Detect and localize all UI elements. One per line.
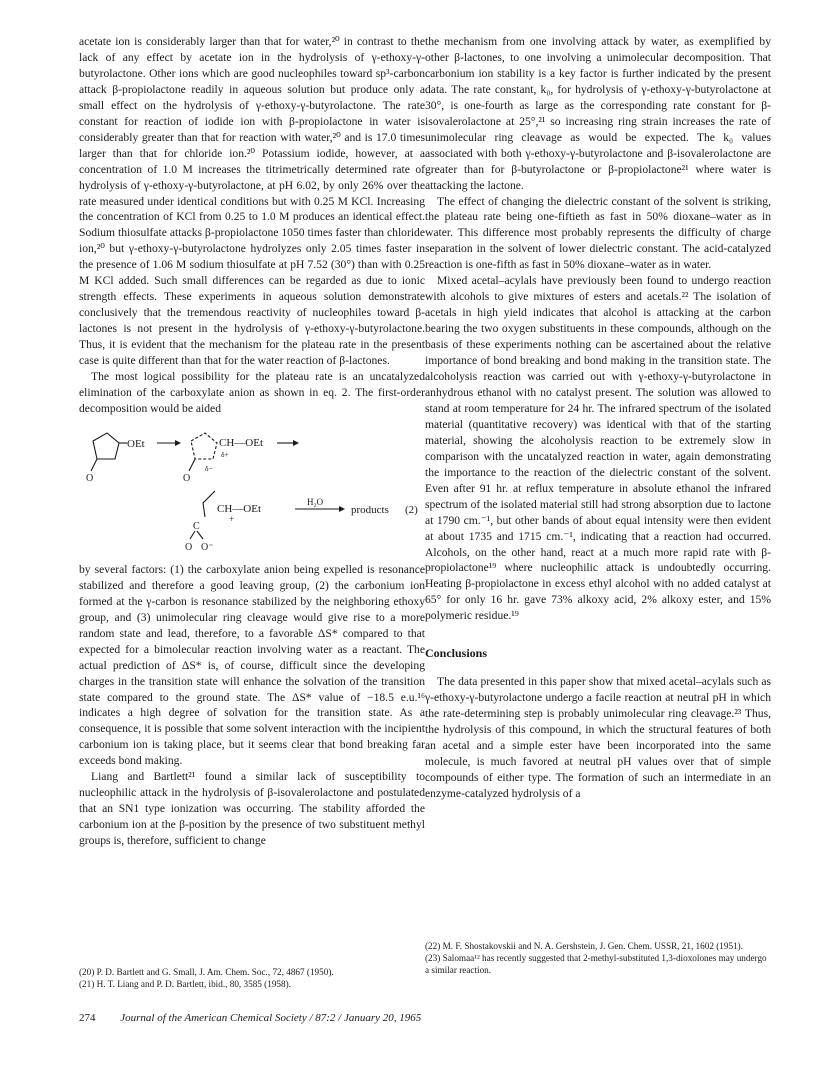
carbonyl-bond-2: [189, 459, 195, 471]
right-paragraph-3: Mixed acetal–acylals have previously been found to undergo reaction with alcohols to give mixtures of esters and acetals.²² The isolation of acetals in high yield indicates that alcohol is attacking at the carbon bearing the two oxygen substituents in these compounds, although on the basis of these experiments nothing can be ascertained about the relative importance of bond breaking and bond making in the transition state. The alcoholysis reaction was carried out with γ-ethoxy-γ-butyrolactone in anhydrous ethanol with no catalyst present. The solution was allowed to stand at room temperature for 24 hr. The infrared spectrum of the isolated material (quantitative recovery) was identical with that of the starting material, showing the alcoholysis reaction to be extremely slow in comparison with the uncatalyzed reaction in water, again demonstrating the importance to the reaction of the dielectric constant of the solvent. Even after 91 hr. at reflux temperature in absolute ethanol the infrared spectrum of the isolated material still had strong absorption due to lactone at 1790 cm.⁻¹, but other bands of about equal intensity were then evident at about 1735 and 1715 cm.⁻¹, indicating that a reaction had occurred. Alcohols, on the other hand, react at a much more rapid rate with β-propiolactone¹⁹ where nucleophilic attack is undoubtedly occurring. Heating β-propiolactone in excess ethyl alcohol with no added catalyst at 65° for only 16 hr. gave 73% alkoxy acid, 2% alkoxy ester, and 15% polymeric residue.¹⁹: [425, 274, 771, 623]
footnote-22: (22) M. F. Shostakovskii and N. A. Gershstein, J. Gen. Chem. USSR, 21, 1602 (1951).: [425, 941, 744, 951]
reaction-scheme: [79, 421, 425, 556]
plus-label: +: [229, 513, 235, 524]
footnotes-left: [79, 966, 399, 990]
page-footer: [79, 1012, 421, 1024]
oxygen-label-1: O: [86, 472, 94, 484]
ch-oet-label-2: CH—OEt: [217, 502, 261, 515]
footnote-21: (21) H. T. Liang and P. D. Bartlett, ibid., 80, 3585 (1958).: [79, 979, 291, 989]
transition-ring: [191, 433, 217, 459]
carbon-label: C: [193, 520, 200, 532]
open-chain-bonds: [203, 491, 215, 517]
arrow-2-head: [293, 440, 299, 446]
arrow-1-head: [175, 440, 181, 446]
left-paragraph-4: Liang and Bartlett²¹ found a similar lack of susceptibility to nucleophilic attack in the hydrolysis of β-isovalerolactone and postulated that an SN1 type ionization was occurring. The stability afforded the carbonium ion at the β-position by the presence of two substituent methyl groups is, therefore, sufficient to change: [79, 770, 425, 848]
right-paragraph-1: the mechanism from one involving attack by water, as exemplified by other β-lactones, to one involving a unimolecular decomposition. That carbonium ion stability is a key factor is further indicated by the present data. The rate constant, k₀, for hydrolysis of γ-ethoxy-γ-butyrolactone at 30°, is one-fourth as large as the corresponding rate constant for β-isovalerolactone at 25°,²¹ so increasing ring strain increases the rate of unimolecular ring cleavage as would be expected. The k₀ values associated with both γ-ethoxy-γ-butyrolactone and β-isovalerolactone are greater than for β-butyrolactone or β-propiolactone²¹ where water is attacking the lactone.: [425, 35, 771, 192]
ch-oet-label-1: CH—OEt: [219, 436, 263, 449]
reaction-scheme-drawing: [79, 421, 425, 556]
oxygen-label-2: O: [183, 472, 191, 484]
reagent-label: H₂O: [307, 496, 324, 507]
right-paragraph-4: The data presented in this paper show that mixed acetal–acylals such as γ-ethoxy-γ-butyrolactone undergo a facile reaction at neutral pH in which the rate-determining step is probably unimolecular ring cleavage.²³ Thus, the hydrolysis of this compound, in which the structural features of both an acetal and a simple ester have been incorporated into the same molecule, is much favored at neutral pH values over that of simple compounds of either type. The formation of such an intermediate in an enzyme-catalyzed hydrolysis of a: [425, 675, 771, 800]
page-number: 274: [79, 1012, 96, 1024]
left-paragraph-1: acetate ion is considerably larger than that for water,²⁰ in contrast to the lack of any effect by acetate ion in the hydrolysis of γ-ethoxy-γ-butyrolactone. Other ions which are good nucleophiles toward sp³-carbon attack β-propiolactone readily in aqueous solution but produce only a small effect on the hydrolysis of γ-ethoxy-γ-butyrolactone. The rate constant for reaction of iodide ion with β-propiolactone in water is considerably greater than that for reaction with water,²⁰ and is 17.0 times larger than that for chloride ion.²⁰ Potassium iodide, however, at a concentration of 1.0 M increases the titrimetrically determined rate of hydrolysis of γ-ethoxy-γ-butyrolactone, at pH 6.02, by only 26% over the rate measured under identical conditions but with 0.25 M KCl. Increasing the concentration of KCl from 0.25 to 1.0 M produces an identical effect. Sodium thiosulfate attacks β-propiolactone 1050 times faster than chloride ion,²⁰ but γ-ethoxy-γ-butyrolactone hydrolyzes only 2.05 times faster in the presence of 1.06 M sodium thiosulfate at pH 7.52 (30°) than with 0.25 M KCl added. Such small differences can be regarded as due to ionic strength effects. These experiments in aqueous solution demonstrate conclusively that the tremendous reactivity of nucleophiles toward β-lactones is not present in the hydrolysis of γ-ethoxy-γ-butyrolactone. Thus, it is evident that the mechanism for the plateau rate in the present case is quite different than that for the water reaction of β-lactones.: [79, 35, 425, 368]
right-column: [425, 34, 771, 802]
journal-citation: Journal of the American Chemical Society / 87:2 / January 20, 1965: [120, 1012, 422, 1024]
left-paragraph-3: by several factors: (1) the carboxylate anion being expelled is resonance stabilized and therefore a good leaving group, (2) the carbonium ion formed at the γ-carbon is resonance stabilized by the neighboring ethoxy group, and (3) unimolecular ring cleavage would give rise to a more random state and lead, therefore, to a favorable ΔS* compared to that expected for a bimolecular reaction involving water as a reactant. The actual prediction of ΔS* is, of course, difficult since the developing charges in the transition state will enhance the solvation of the transition state compared to the ground state. The ΔS* value of −18.5 e.u.¹⁶ indicates a high degree of solvation for the transition state. As a consequence, it is possible that some solvent interaction with the incipient carbonium ion is taking place, but it seems clear that bond breaking far exceeds bond making.: [79, 562, 425, 768]
products-label: products: [351, 503, 389, 516]
ethoxy-label-1: OEt: [127, 437, 145, 450]
footnotes-right: [425, 940, 771, 976]
footnote-23: (23) Salomaa¹² has recently suggested that 2-methyl-substituted 1,3-dioxolones may undergo a similar reaction.: [425, 953, 767, 975]
lactone-ring-1: [93, 433, 119, 459]
footnote-20: (20) P. D. Bartlett and G. Small, J. Am. Chem. Soc., 72, 4867 (1950).: [79, 967, 334, 977]
equation-number: (2): [405, 503, 418, 516]
left-paragraph-2: The most logical possibility for the plateau rate is an uncatalyzed elimination of the carboxylate anion as shown in eq. 2. The first-order decomposition would be aided: [79, 370, 425, 415]
right-paragraph-2: The effect of changing the dielectric constant of the solvent is striking, the plateau rate being one-fiftieth as fast in 50% dioxane–water as in water. This difference most probably represents the difficulty of charge separation in the solvent of lower dielectric constant. The acid-catalyzed reaction is one-fifth as fast in 50% dioxane–water as in water.: [425, 194, 771, 272]
carbonyl-bond-1: [91, 459, 97, 471]
delta-minus-label: δ−: [205, 463, 213, 473]
oxygen-minus-label: O⁻: [201, 541, 214, 553]
conclusions-heading: Conclusions: [425, 646, 488, 661]
carboxylate-bond-right: [197, 531, 203, 539]
carboxylate-bond-left: [190, 531, 195, 539]
delta-plus-label: δ+: [221, 449, 229, 459]
left-column: [79, 34, 425, 849]
oxygen-label-3: O: [185, 541, 193, 553]
arrow-3-head: [339, 506, 345, 512]
